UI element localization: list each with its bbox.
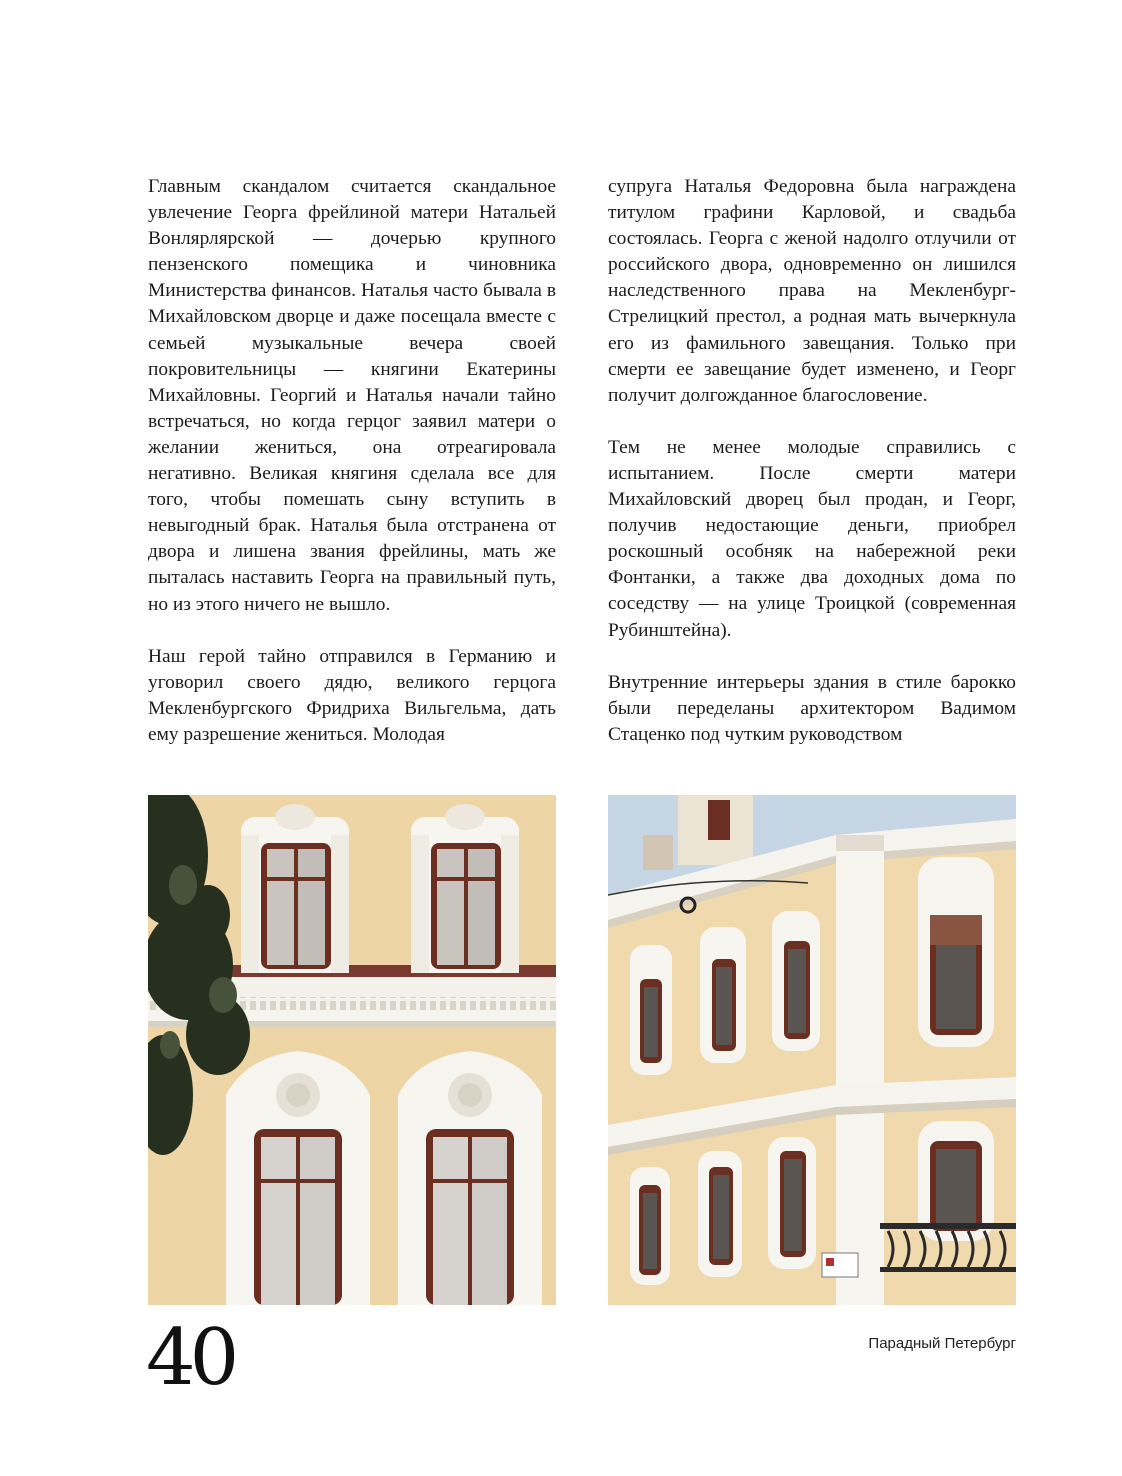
right-text-column — [608, 174, 1016, 748]
running-title: Парадный Петербург — [868, 1335, 1016, 1352]
left-text-column — [148, 174, 556, 748]
paragraph: супруга Наталья Федоровна была награждена титулом графини Карловой, и свадьба состоялась. Георга с женой надолго отлучили от российского двора, одновременно он лишился наследственного права на Мекленбург-Стрелицкий престол, а родная мать вычеркнула его из фамильного завещания. Только при смерти ее завещание будет изменено, и Георг получит долгожданное благословение. — [608, 176, 1016, 406]
paragraph: Тем не менее молодые справились с испытанием. После смерти матери Михайловский дворец был продан, и Георг, получив недостающие деньги, приобрел роскошный особняк на набережной реки Фонтанки, а также два доходных дома по соседству — на улице Троицкой (современная Рубинштейна). — [608, 436, 1016, 641]
paragraph: Главным скандалом считается скандальное увлечение Георга фрейлиной матери Натальей Вонлярлярской — дочерью крупного пензенского помещика и чиновника Министерства финансов. Наталья часто бывала в Михайловском дворце и даже посещала вместе с семьей музыкальные вечера своей покровительницы — княгини Екатерины Михайловны. Георгий и Наталья начали тайно встречаться, но когда герцог заявил матери о желании жениться, она отреагировала негативно. Великая княгиня сделала все для того, чтобы помешать сыну вступить в невыгодный брак. Наталья была отстранена от двора и лишена звания фрейлины, мать же пыталась наставить Георга на правильный путь, но из этого ничего не вышло. — [148, 176, 556, 615]
paragraph: Наш герой тайно отправился в Германию и уговорил своего дядю, великого герцога Мекленбургского Фридриха Вильгельма, дать ему разрешение жениться. Молодая — [148, 645, 556, 745]
mansion-corner-photo — [608, 795, 1016, 1305]
facade-windows-photo — [148, 795, 556, 1305]
facade-windows-closeup-icon — [148, 795, 556, 1305]
paragraph: Внутренние интерьеры здания в стиле барокко были переделаны архитектором Вадимом Стаценко под чутким руководством — [608, 671, 1016, 745]
page-number: 40 — [146, 1313, 234, 1403]
mansion-corner-facade-icon — [608, 795, 1016, 1305]
